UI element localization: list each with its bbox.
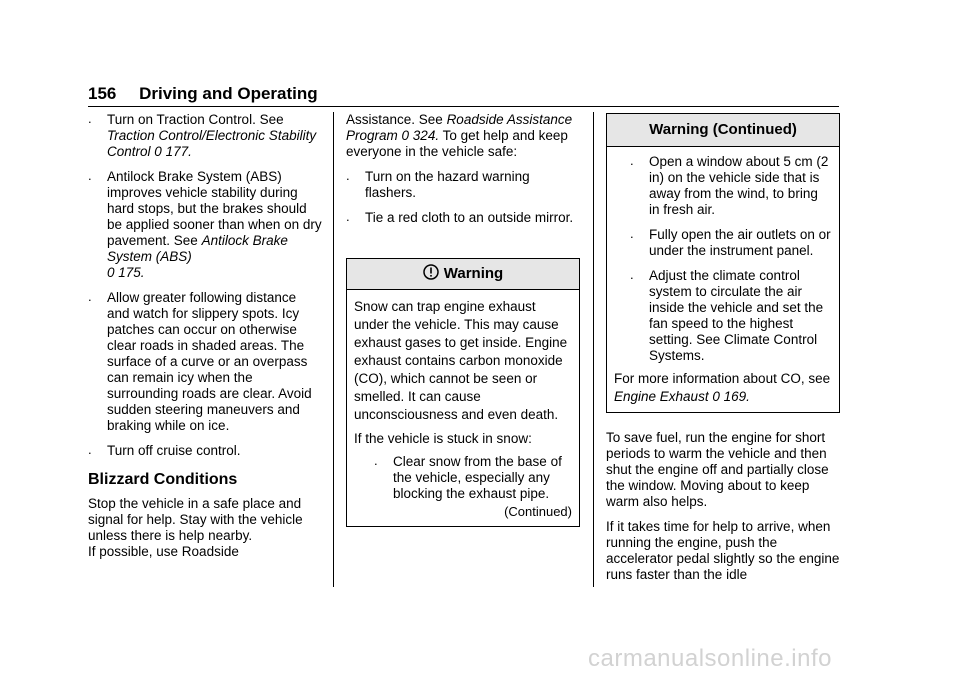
- paragraph: If possible, use Roadside: [88, 544, 239, 559]
- page-ref[interactable]: 324.: [409, 128, 440, 143]
- bullet-icon: .: [88, 442, 92, 457]
- bullet-icon: .: [346, 168, 350, 183]
- continued-label: (Continued): [504, 504, 572, 519]
- list-item: . Clear snow from the base of the vehicle, especially any blocking the exhaust pipe.: [374, 453, 562, 501]
- list-item: . Allow greater following distance and watch for slippery spots. Icy patches can occur on otherwise clear roads in shaded areas. The surface of a curve or an overpass can remain icy when the surrounding roads are clear. Avoid sudden steering maneuvers and braking while on ice.: [88, 289, 312, 433]
- list-item: . Open a window about 5 cm (2 in) on the vehicle side that is away from the wind, to bring in fresh air.: [630, 153, 829, 217]
- section-title: Driving and Operating: [139, 84, 318, 103]
- column-divider-2: [593, 112, 594, 587]
- list-item: . Antilock Brake System (ABS) improves vehicle stability during hard stops, but the brakes should be applied sooner than when on dry pavement. See Antilock Brake System (ABS) 0 175.: [88, 168, 322, 280]
- bullet-icon: .: [374, 453, 378, 468]
- header-rule: [88, 106, 839, 107]
- warning-header: Warning (Continued): [607, 114, 839, 147]
- page-ref[interactable]: 169.: [719, 389, 750, 404]
- warning-box: [346, 258, 580, 527]
- list-item: . Adjust the climate control system to circulate the air inside the vehicle and set the fan speed to the highest setting. See Climate Control Systems.: [630, 267, 824, 363]
- paragraph: Stop the vehicle in a safe place and signal for help. Stay with the vehicle unless there is help nearby.: [88, 496, 303, 543]
- watermark: carmanualsonline.info: [588, 645, 832, 672]
- paragraph: Snow can trap engine exhaust under the vehicle. This may cause exhaust gases to get inside. Engine exhaust contains carbon monoxide (CO), which cannot be seen or smelled. It can cause unconsciousness and even death.: [354, 299, 568, 422]
- column-3: [606, 430, 840, 592]
- bullet-icon: .: [630, 267, 634, 282]
- list-item: . Turn off cruise control.: [88, 442, 241, 458]
- warning-header: [347, 259, 579, 290]
- page-ref-icon: 0: [712, 389, 720, 404]
- paragraph: For more information about CO, see Engine Exhaust 0 169.: [614, 371, 831, 404]
- bullet-icon: .: [88, 111, 92, 126]
- cross-reference[interactable]: Antilock Brake System (ABS): [107, 233, 288, 264]
- paragraph: If it takes time for help to arrive, when running the engine, push the accelerator pedal slightly so the engine runs faster than the idle: [606, 519, 840, 582]
- warning-body: [347, 290, 579, 526]
- page-ref-icon: 0: [401, 128, 410, 143]
- list-item: . Turn on Traction Control. See Traction Control/Electronic Stability Control 0 177.: [88, 111, 317, 159]
- bullet-icon: .: [630, 226, 634, 241]
- warning-body: [607, 147, 839, 412]
- section-heading: Blizzard Conditions: [88, 471, 238, 488]
- paragraph: To save fuel, run the engine for short periods to warm the vehicle and then shut the engine off and partially close the window. Moving about to keep warm also helps.: [606, 430, 829, 509]
- page-ref[interactable]: 175.: [114, 265, 145, 280]
- cross-reference[interactable]: Engine Exhaust: [614, 389, 709, 404]
- paragraph: Assistance. See Roadside Assistance Program 0 324. To get help and keep everyone in the vehicle safe:: [346, 112, 573, 159]
- page-ref-icon: 0: [154, 144, 162, 159]
- bullet-icon: .: [88, 289, 92, 304]
- list-item: . Turn on the hazard warning flashers.: [346, 168, 530, 200]
- bullet-icon: .: [630, 153, 634, 168]
- page-ref-icon: 0: [107, 265, 115, 280]
- paragraph: If the vehicle is stuck in snow:: [354, 431, 532, 446]
- warning-box-continued: [606, 113, 840, 413]
- page-number: 156: [88, 84, 117, 103]
- column-2: [346, 112, 580, 235]
- list-item: . Tie a red cloth to an outside mirror.: [346, 209, 574, 225]
- list-item: . Fully open the air outlets on or under the instrument panel.: [630, 226, 831, 258]
- page-header: [88, 84, 318, 104]
- page-ref[interactable]: 177.: [161, 144, 192, 159]
- column-divider-1: [333, 112, 334, 587]
- bullet-icon: .: [346, 209, 350, 224]
- cross-reference[interactable]: Roadside Assistance Program: [346, 112, 573, 143]
- warning-icon: [423, 264, 439, 280]
- warning-title: Warning: [443, 265, 504, 282]
- bullet-icon: .: [88, 168, 92, 183]
- cross-reference[interactable]: Traction Control/Electronic Stability Control: [107, 128, 317, 159]
- column-1: [88, 112, 322, 569]
